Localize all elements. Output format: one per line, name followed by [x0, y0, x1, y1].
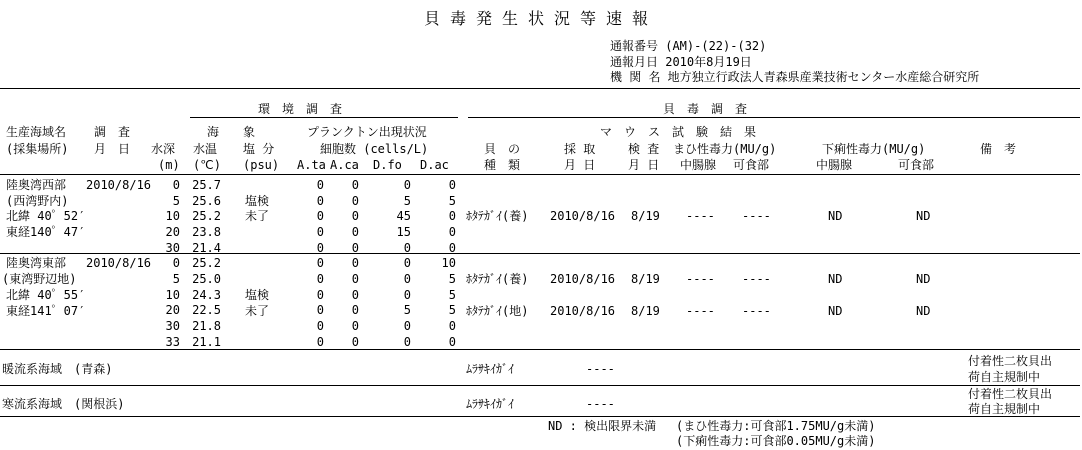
west-depth-cell: 10 — [165, 209, 180, 224]
west-dac-cell: 0 — [448, 209, 456, 224]
west-dac-cell: 0 — [448, 178, 456, 192]
shell-kind-header: 貝 の — [484, 142, 521, 156]
east-ata-cell: 0 — [316, 319, 324, 334]
plankton-header: プランクトン出現状況 — [307, 125, 427, 139]
east-ata-cell: 0 — [316, 271, 324, 286]
warm-area-name: 暖流系海域 (青森) — [2, 362, 113, 376]
west-aca-cell: 0 — [351, 209, 359, 224]
warm-remark-1: 付着性二枚貝出 — [968, 354, 1053, 368]
east-depth-cell: 5 — [172, 271, 180, 286]
east-depth-cell: 20 — [165, 303, 180, 318]
east-psp-edible-2: ---- — [742, 304, 771, 318]
east-salinity-2: 未了 — [245, 304, 270, 318]
collect-date-header: 月 日 — [564, 158, 596, 172]
west-temp-cell: 25.6 — [192, 193, 221, 208]
west-dfo-cell: 0 — [403, 178, 411, 192]
shell-survey-header: 貝 毒 調 査 — [663, 102, 748, 116]
mouse-test-header: マ ウ ス 試 験 結 果 — [600, 125, 757, 139]
east-dsp-edible-2: ND — [916, 304, 931, 318]
east-dac-cell: 0 — [448, 335, 456, 349]
west-depth-cell: 5 — [172, 193, 180, 208]
area-header: 生産海域名 — [6, 125, 67, 139]
west-salinity-1: 塩検 — [245, 194, 270, 208]
warm-value: ---- — [586, 362, 615, 376]
east-check-date-1: 8/19 — [631, 272, 660, 286]
check-header: 検 査 — [628, 142, 660, 156]
east-aca-cell: 0 — [351, 319, 359, 334]
west-longitude: 東経140゜47′ — [6, 225, 86, 239]
east-psp-midgut-2: ---- — [686, 304, 715, 318]
west-depth-cell: 20 — [165, 225, 180, 240]
east-area-name: 陸奥湾東部 — [6, 256, 67, 270]
east-dsp-midgut-1: ND — [828, 272, 843, 286]
west-depth-cell: 30 — [165, 240, 180, 255]
east-psp-midgut-1: ---- — [686, 272, 715, 286]
temp-header: 水温 — [193, 142, 218, 156]
temp-unit: (℃) — [193, 158, 221, 172]
psp-edible-header: 可食部 — [733, 158, 770, 172]
west-temp-cell: 25.2 — [192, 209, 221, 224]
east-temp-cell: 24.3 — [192, 287, 221, 302]
rule-shell — [468, 117, 1080, 118]
east-dfo-cell: 5 — [403, 303, 411, 318]
cold-area-name: 寒流系海域 (関根浜) — [2, 397, 125, 411]
east-temp-cell: 21.8 — [192, 319, 221, 334]
west-ata-cell: 0 — [316, 193, 324, 208]
warm-remark-2: 荷自主規制中 — [968, 370, 1041, 384]
east-aca-cell: 0 — [351, 335, 359, 349]
east-shell-kind-1: ﾎﾀﾃｶﾞｲ(養) — [466, 272, 529, 286]
env-survey-header: 環 境 調 査 — [258, 102, 343, 116]
west-dac-cell: 0 — [448, 240, 456, 255]
east-dfo-cell: 0 — [403, 287, 411, 302]
west-ata-cell: 0 — [316, 209, 324, 224]
east-salinity-1: 塩検 — [245, 288, 270, 302]
psp-midgut-header: 中腸腺 — [680, 158, 717, 172]
east-ata-cell: 0 — [316, 287, 324, 302]
west-temp-cell: 25.7 — [192, 178, 221, 192]
east-temp-cell: 21.1 — [192, 335, 221, 349]
east-place: (東湾野辺地) — [2, 272, 77, 286]
west-dsp-midgut: ND — [828, 209, 843, 223]
west-aca-cell: 0 — [351, 240, 359, 255]
warm-shell-kind: ﾑﾗｻｷｲｶﾞｲ — [466, 362, 515, 376]
west-dfo-cell: 5 — [403, 193, 411, 208]
west-shell-kind: ﾎﾀﾃｶﾞｲ(養) — [466, 209, 529, 223]
rule-east-bottom — [0, 349, 1080, 350]
west-ata-cell: 0 — [316, 240, 324, 255]
east-aca-cell: 0 — [351, 271, 359, 286]
east-dac-cell: 5 — [448, 271, 456, 286]
note-psp: (まひ性毒力:可食部1.75MU/g未満) — [676, 419, 876, 433]
east-shell-kind-2: ﾎﾀﾃｶﾞｲ(地) — [466, 304, 529, 318]
east-dac-cell: 0 — [448, 319, 456, 334]
west-area-name: 陸奥湾西部 — [6, 178, 67, 192]
west-dac-cell: 5 — [448, 193, 456, 208]
cold-value: ---- — [586, 397, 615, 411]
west-survey-date: 2010/8/16 — [86, 178, 152, 192]
cold-remark-2: 荷自主規制中 — [968, 402, 1041, 416]
rule-env — [190, 117, 458, 118]
col-dfo: D.fo — [373, 158, 402, 172]
east-depth-cell: 10 — [165, 287, 180, 302]
east-temp-cell: 22.5 — [192, 303, 221, 318]
report-number: 通報番号 (AM)-(22)-(32) — [610, 39, 767, 53]
east-depth-cell: 30 — [165, 319, 180, 334]
east-dfo-cell: 0 — [403, 335, 411, 349]
east-depth-cell: 0 — [172, 256, 180, 270]
east-aca-cell: 0 — [351, 303, 359, 318]
sea-header: 海 象 — [207, 125, 256, 139]
col-aca: A.ca — [330, 158, 359, 172]
east-dac-cell: 10 — [441, 256, 456, 270]
east-dsp-edible-1: ND — [916, 272, 931, 286]
west-temp-cell: 21.4 — [192, 240, 221, 255]
page-title: 貝毒発生状況等速報 — [423, 9, 658, 28]
east-ata-cell: 0 — [316, 303, 324, 318]
west-depth-cell: 0 — [172, 178, 180, 192]
place-header: (採集場所) — [6, 142, 69, 156]
west-ata-cell: 0 — [316, 225, 324, 240]
west-latitude: 北緯 40゜52′ — [6, 209, 86, 223]
west-psp-midgut: ---- — [686, 209, 715, 223]
east-dac-cell: 5 — [448, 303, 456, 318]
west-psp-edible: ---- — [742, 209, 771, 223]
east-check-date-2: 8/19 — [631, 304, 660, 318]
east-longitude: 東経141゜07′ — [6, 304, 86, 318]
west-aca-cell: 0 — [351, 193, 359, 208]
salinity-unit: (psu) — [243, 158, 280, 172]
shell-kind-header-2: 種 類 — [484, 158, 521, 172]
east-collect-date-1: 2010/8/16 — [550, 272, 616, 286]
east-aca-cell: 0 — [351, 256, 359, 270]
west-temp-cell: 23.8 — [192, 225, 221, 240]
west-collect-date: 2010/8/16 — [550, 209, 616, 223]
west-ata-cell: 0 — [316, 178, 324, 192]
east-collect-date-2: 2010/8/16 — [550, 304, 616, 318]
dsp-edible-header: 可食部 — [898, 158, 935, 172]
east-latitude: 北緯 40゜55′ — [6, 288, 86, 302]
rule-cold-bottom — [0, 416, 1080, 417]
salinity-header: 塩 分 — [243, 142, 275, 156]
remarks-header: 備 考 — [980, 142, 1017, 156]
east-ata-cell: 0 — [316, 335, 324, 349]
east-aca-cell: 0 — [351, 287, 359, 302]
dsp-header: 下痢性毒力(MU/g) — [822, 142, 926, 156]
rule-header-bottom — [0, 174, 1080, 175]
east-dfo-cell: 0 — [403, 271, 411, 286]
west-place: (西湾野内) — [6, 194, 69, 208]
depth-header: 水深 — [151, 142, 176, 156]
report-date: 通報月日 2010年8月19日 — [610, 55, 752, 69]
note-nd: ND : 検出限界未満 — [548, 419, 657, 433]
depth-unit: (m) — [158, 158, 180, 172]
survey-date-header: 月 日 — [94, 142, 131, 156]
west-salinity-2: 未了 — [245, 209, 270, 223]
agency-name: 機 関 名 地方独立行政法人青森県産業技術センター水産総合研究所 — [610, 70, 980, 84]
east-temp-cell: 25.2 — [192, 256, 221, 270]
dsp-midgut-header: 中腸腺 — [816, 158, 853, 172]
east-psp-edible-1: ---- — [742, 272, 771, 286]
west-dac-cell: 0 — [448, 225, 456, 240]
east-depth-cell: 33 — [165, 335, 180, 349]
east-dac-cell: 5 — [448, 287, 456, 302]
west-dfo-cell: 15 — [396, 225, 411, 240]
east-temp-cell: 25.0 — [192, 271, 221, 286]
rule-top — [0, 88, 1080, 89]
east-dsp-midgut-2: ND — [828, 304, 843, 318]
collect-header: 採 取 — [564, 142, 596, 156]
cold-shell-kind: ﾑﾗｻｷｲｶﾞｲ — [466, 397, 515, 411]
west-aca-cell: 0 — [351, 178, 359, 192]
west-aca-cell: 0 — [351, 225, 359, 240]
east-dfo-cell: 0 — [403, 256, 411, 270]
west-dsp-edible: ND — [916, 209, 931, 223]
rule-warm-bottom — [0, 385, 1080, 386]
east-survey-date: 2010/8/16 — [86, 256, 152, 270]
east-ata-cell: 0 — [316, 256, 324, 270]
note-dsp: (下痢性毒力:可食部0.05MU/g未満) — [676, 434, 876, 448]
west-dfo-cell: 45 — [396, 209, 411, 224]
survey-header: 調 査 — [94, 125, 131, 139]
west-dfo-cell: 0 — [403, 240, 411, 255]
cold-remark-1: 付着性二枚貝出 — [968, 387, 1053, 401]
col-ata: A.ta — [297, 158, 326, 172]
psp-header: まひ性毒力(MU/g) — [673, 142, 777, 156]
cells-header: 細胞数 (cells/L) — [320, 142, 429, 156]
col-dac: D.ac — [420, 158, 449, 172]
east-dfo-cell: 0 — [403, 319, 411, 334]
check-date-header: 月 日 — [628, 158, 660, 172]
west-check-date: 8/19 — [631, 209, 660, 223]
